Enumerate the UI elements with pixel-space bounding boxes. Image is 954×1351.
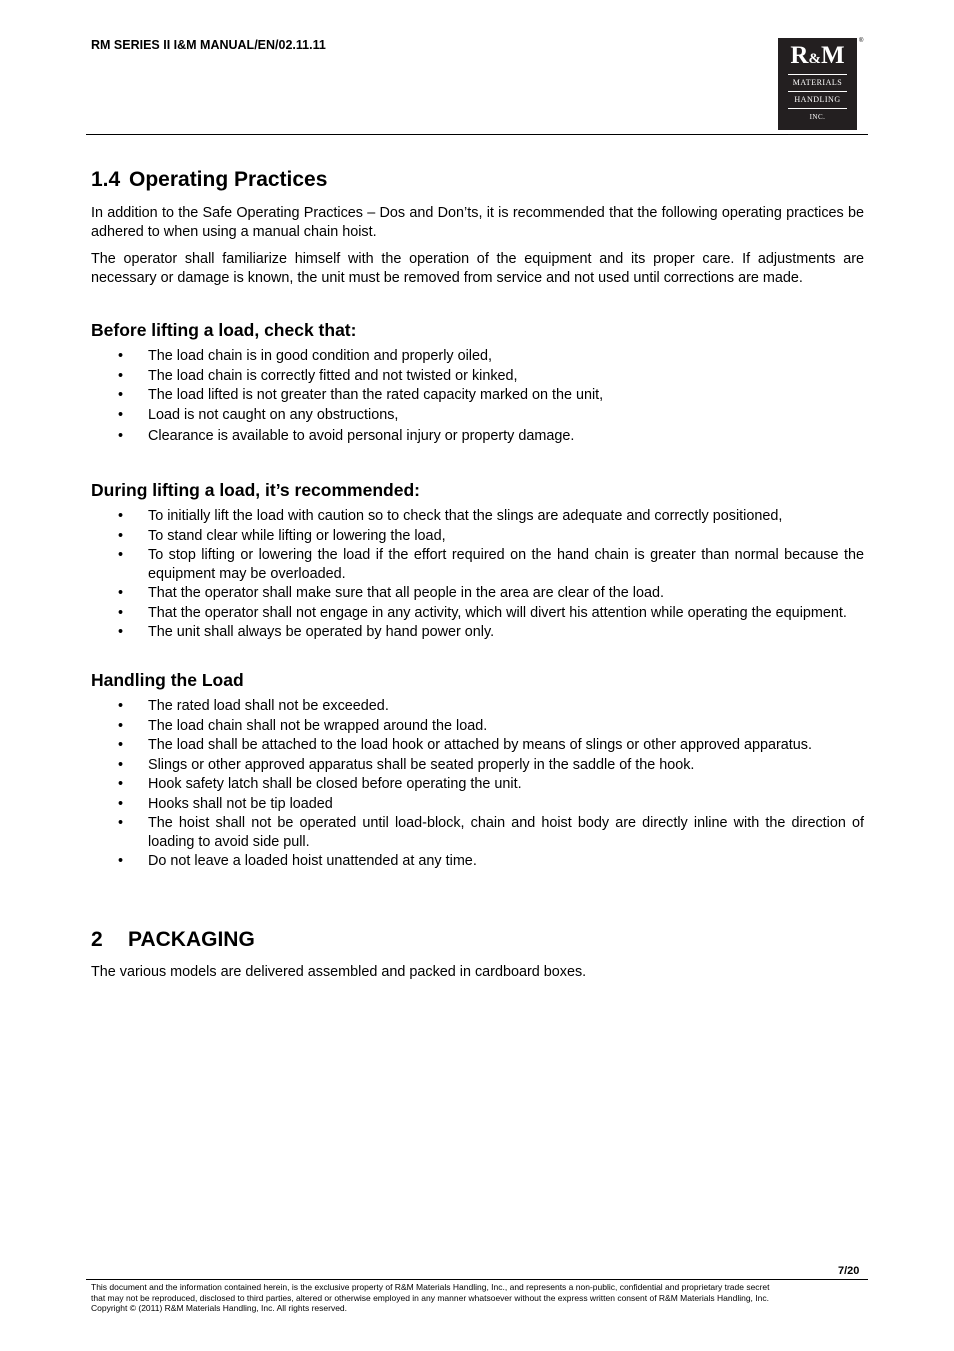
section-title: Operating Practices bbox=[129, 168, 328, 191]
list-item: • Clearance is available to avoid personal injury or property damage. bbox=[118, 428, 575, 444]
list-item: • The load chain shall not be wrapped around the load. bbox=[118, 717, 488, 734]
list-item: • The hoist shall not be operated until load-block, chain and hoist body are directly inline with the direction of loading to avoid side pull. bbox=[118, 815, 864, 850]
logo-handling: HANDLING bbox=[794, 95, 841, 104]
list-item: • The load shall be attached to the load hook or attached by means of slings or other approved apparatus. bbox=[118, 737, 813, 753]
operator-paragraph: The operator shall familiarize himself with the operation of the equipment and its proper care. If adjustments are necessary or damage is known, the unit must be removed from service and not used until corrections are made. bbox=[91, 251, 864, 286]
footer-copyright: Copyright © (2011) R&M Materials Handling, Inc. All rights reserved. bbox=[91, 1303, 348, 1313]
list-item: • To stop lifting or lowering the load if the effort required on the hand chain is greater than normal because the equipment may be overloaded. bbox=[118, 547, 864, 582]
list-item: • That the operator shall make sure that all people in the area are clear of the load. bbox=[118, 585, 664, 601]
list-item: • To stand clear while lifting or lowering the load, bbox=[118, 527, 446, 544]
section-heading-1-4 bbox=[91, 168, 327, 192]
page-number: 7/20 bbox=[838, 1265, 860, 1277]
section-heading-2 bbox=[91, 928, 255, 952]
before-lifting-list bbox=[91, 347, 864, 447]
packaging-paragraph: The various models are delivered assembled and packed in cardboard boxes. bbox=[91, 964, 587, 980]
rm-logo bbox=[778, 38, 857, 130]
logo-materials: MATERIALS bbox=[792, 78, 843, 87]
page-footer bbox=[86, 1279, 868, 1314]
registered-mark: ® bbox=[859, 38, 864, 44]
list-item: • The unit shall always be operated by hand power only. bbox=[118, 624, 495, 640]
section-number: 1.4 bbox=[91, 168, 121, 191]
handling-load-list bbox=[91, 697, 864, 872]
logo-inc: INC. bbox=[809, 113, 826, 121]
document-id: RM SERIES II I&M MANUAL/EN/02.11.11 bbox=[91, 38, 326, 52]
list-item: • The load chain is correctly fitted and not twisted or kinked, bbox=[118, 367, 518, 384]
before-lifting-heading: Before lifting a load, check that: bbox=[91, 320, 357, 340]
list-item: • Do not leave a loaded hoist unattended at any time. bbox=[118, 853, 477, 869]
list-item: • The load chain is in good condition and properly oiled, bbox=[118, 348, 493, 364]
footer-line: that may not be reproduced, disclosed to third parties, altered or otherwise employed in any manner whatsoever without the express written consent of R&M Materials Handling, Inc. bbox=[91, 1292, 769, 1303]
footer-line: This document and the information contained herein, is the exclusive property of R&M Materials Handling, Inc., and represents a non-public, confidential and proprietary trade secret bbox=[91, 1282, 770, 1292]
list-item: • Hook safety latch shall be closed before operating the unit. bbox=[118, 776, 522, 792]
list-item: • The load lifted is not greater than the rated capacity marked on the unit, bbox=[118, 387, 604, 403]
list-item: • Slings or other approved apparatus shall be seated properly in the saddle of the hook. bbox=[118, 756, 695, 773]
handling-load-heading: Handling the Load bbox=[91, 670, 244, 690]
list-item: • The rated load shall not be exceeded. bbox=[118, 698, 389, 714]
section-number: 2 bbox=[91, 928, 103, 951]
during-lifting-list bbox=[91, 507, 864, 643]
list-item: • Hooks shall not be tip loaded bbox=[118, 795, 333, 812]
list-item: • To initially lift the load with caution so to check that the slings are adequate and correctly positioned, bbox=[118, 508, 783, 524]
section-title: PACKAGING bbox=[128, 928, 255, 951]
list-item: • Load is not caught on any obstructions, bbox=[118, 406, 399, 423]
page-header bbox=[86, 0, 868, 135]
list-item: • That the operator shall not engage in any activity, which will divert his attention while operating the equipment. bbox=[118, 604, 847, 621]
during-lifting-heading: During lifting a load, it’s recommended: bbox=[91, 480, 420, 500]
logo-mark: R&M bbox=[790, 42, 845, 69]
intro-paragraph: In addition to the Safe Operating Practices – Dos and Don’ts, it is recommended that the following operating practices be adhered to when using a manual chain hoist. bbox=[91, 205, 864, 240]
